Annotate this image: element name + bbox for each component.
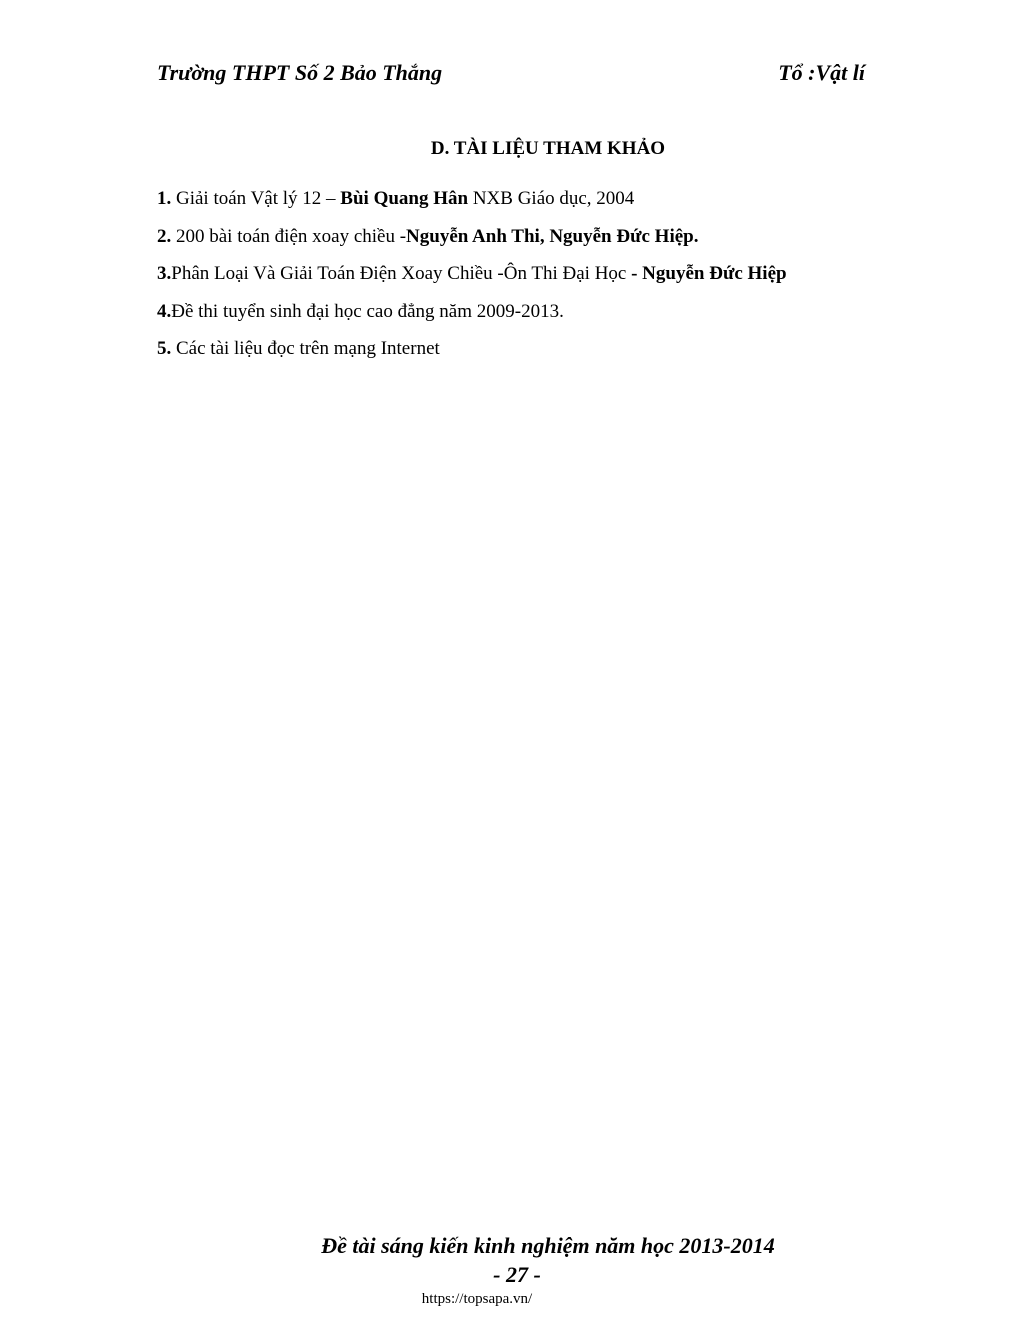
reference-number: 4. xyxy=(157,300,172,322)
header-school: Trường THPT Số 2 Bảo Thắng xyxy=(157,60,443,85)
reference-number: 2. xyxy=(157,225,172,247)
reference-item-2 xyxy=(157,224,897,262)
reference-publisher: NXB Giáo dục, 2004 xyxy=(468,188,635,209)
reference-item-1 xyxy=(157,186,897,224)
header-department: Tổ :Vật lí xyxy=(778,60,865,85)
reference-number: 1. xyxy=(157,188,172,209)
reference-text: Phân Loại Và Giải Toán Điện Xoay Chiều -Ôn Thi Đại Học xyxy=(171,263,632,284)
footer-url: https://topsapa.vn/ xyxy=(421,1291,533,1307)
reference-text: Đề thi tuyển sinh đại học cao đẳng năm 2009-2013. xyxy=(171,300,564,322)
page-number: - 27 - xyxy=(493,1262,541,1287)
reference-text: 200 bài toán điện xoay chiều - xyxy=(171,225,407,247)
reference-item-4 xyxy=(157,299,897,337)
footer-title: Đề tài sáng kiến kinh nghiệm năm học 2013-2014 xyxy=(321,1233,775,1258)
reference-text: Các tài liệu đọc trên mạng Internet xyxy=(171,338,440,359)
reference-text: Giải toán Vật lý 12 – xyxy=(171,188,341,209)
reference-list xyxy=(157,186,897,374)
reference-item-5 xyxy=(157,336,897,374)
reference-number: 3. xyxy=(157,263,172,284)
reference-number: 5. xyxy=(157,338,172,359)
reference-author: Nguyễn Anh Thi, Nguyễn Đức Hiệp. xyxy=(406,225,699,247)
reference-item-3 xyxy=(157,261,897,299)
reference-author: Bùi Quang Hân xyxy=(340,188,469,209)
page-header xyxy=(157,60,865,92)
reference-author: - Nguyễn Đức Hiệp xyxy=(631,263,787,284)
section-title: D. TÀI LIỆU THAM KHẢO xyxy=(430,138,666,159)
